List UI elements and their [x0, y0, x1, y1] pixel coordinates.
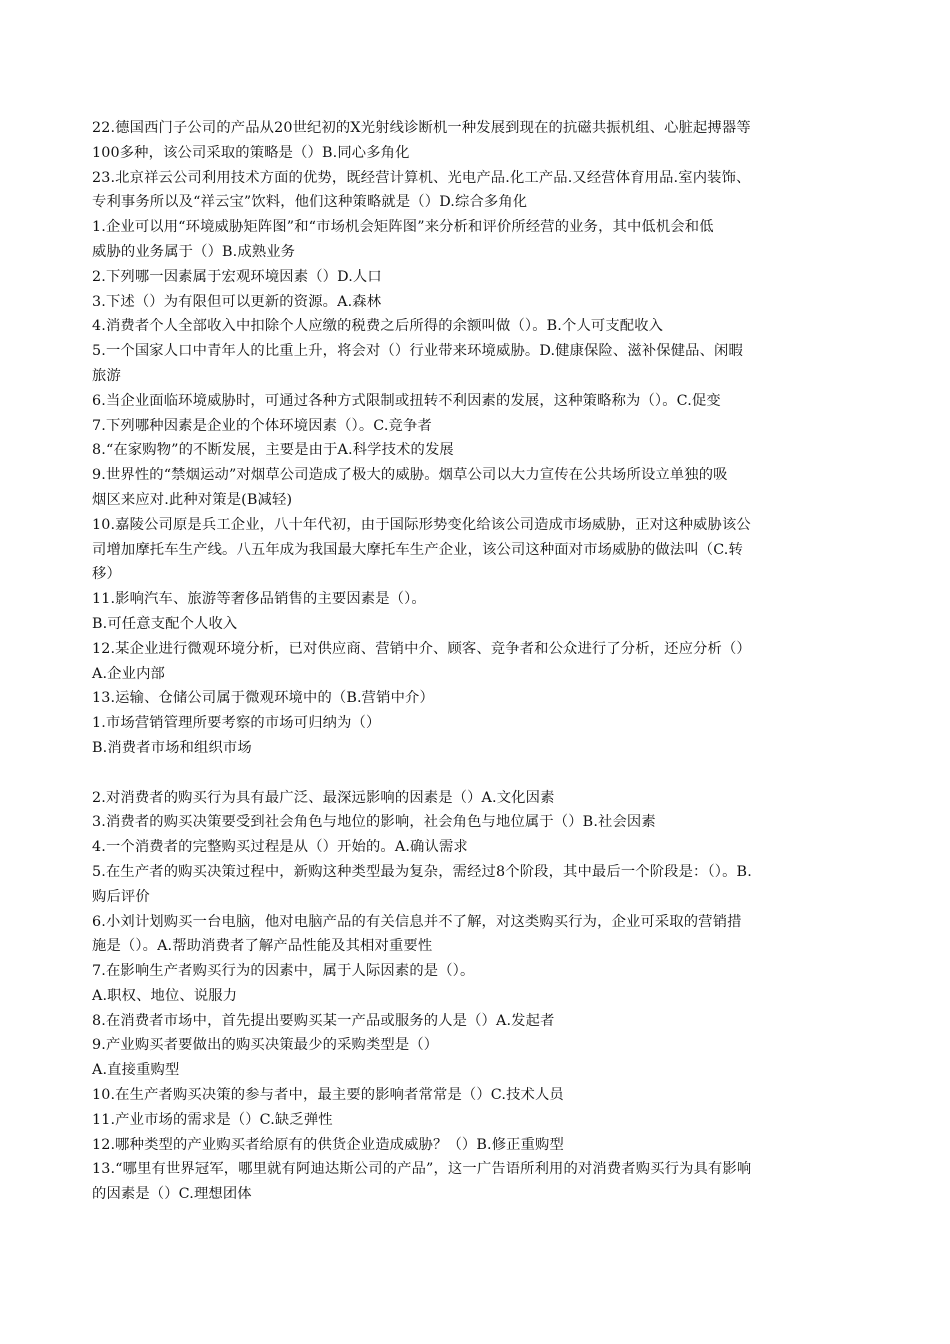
text-line: 4.一个消费者的完整购买过程是从（）开始的。A.确认需求	[92, 839, 468, 856]
text-line: A.职权、地位、说服力	[92, 987, 238, 1004]
text-line: 专利事务所以及“祥云宝”饮料，他们这种策略就是（）D.综合多角化	[92, 194, 528, 211]
text-line: 3.下述（）为有限但可以更新的资源。A.森林	[92, 293, 382, 310]
text-line: 的因素是（）C.理想团体	[92, 1186, 252, 1203]
text-line: 2.对消费者的购买行为具有最广泛、最深远影响的因素是（）A.文化因素	[92, 789, 555, 806]
text-line: 购后评价	[92, 888, 150, 905]
text-line: 2.下列哪一因素属于宏观环境因素（）D.人口	[92, 268, 382, 285]
text-line: 12.哪种类型的产业购买者给原有的供货企业造成威胁？（）B.修正重购型	[92, 1136, 564, 1153]
document-page	[92, 116, 860, 1207]
text-line: A.企业内部	[92, 665, 165, 682]
text-line: 烟区来应对.此种对策是(B减轻)	[92, 491, 293, 508]
text-line: 22.德国西门子公司的产品从20世纪初的X光射线诊断机一种发展到现在的抗磁共振机组、心脏起搏器等	[92, 120, 751, 136]
text-line: B.消费者市场和组织市场	[92, 739, 252, 756]
text-line: 13.“哪里有世界冠军，哪里就有阿迪达斯公司的产品”，这一广告语所利用的对消费者购买行为具有影响	[92, 1161, 752, 1178]
text-line: 9.产业购买者要做出的购买决策最少的采购类型是（）	[92, 1037, 439, 1054]
text-line: 100多种，该公司采取的策略是（）B.同心多角化	[92, 144, 410, 161]
text-line: 13.运输、仓储公司属于微观环境中的（B.营销中介）	[92, 690, 434, 707]
text-line: 7.下列哪种因素是企业的个体环境因素（）。C.竞争者	[92, 417, 432, 434]
text-line: 12.某企业进行微观环境分析，已对供应商、营销中介、顾客、竞争者和公众进行了分析，还应分析（）	[92, 640, 751, 657]
text-line: 司增加摩托车生产线。八五年成为我国最大摩托车生产企业，该公司这种面对市场威胁的做法叫（C.转	[92, 541, 743, 558]
text-line: 8.“在家购物”的不断发展，主要是由于A.科学技术的发展	[92, 442, 454, 459]
text-line: 10.在生产者购买决策的参与者中，最主要的影响者常常是（）C.技术人员	[92, 1087, 564, 1104]
text-line: 5.在生产者的购买决策过程中，新购这种类型最为复杂，需经过8个阶段，其中最后一个阶段是：（）。B.	[92, 863, 752, 880]
text-line: 1.市场营销管理所要考察的市场可归纳为（）	[92, 715, 381, 732]
text-line: 4.消费者个人全部收入中扣除个人应缴的税费之后所得的余额叫做（）。B.个人可支配收入	[92, 318, 664, 335]
text-line: 11.产业市场的需求是（）C.缺乏弹性	[92, 1111, 333, 1128]
text-line: A.直接重购型	[92, 1062, 180, 1079]
text-line: B.可任意支配个人收入	[92, 615, 238, 632]
text-line: 23.北京祥云公司利用技术方面的优势，既经营计算机、光电产品.化工产品.又经营体育用品.室内装饰、	[92, 169, 751, 186]
text-line: 8.在消费者市场中，首先提出要购买某一产品或服务的人是（）A.发起者	[92, 1012, 555, 1029]
text-line: 旅游	[92, 367, 121, 384]
text-line: 10.嘉陵公司原是兵工企业，八十年代初，由于国际形势变化给该公司造成市场威胁，正对这种威胁该公	[92, 516, 751, 533]
text-line: 施是（）。A.帮助消费者了解产品性能及其相对重要性	[92, 938, 433, 955]
text-line: 移）	[92, 566, 121, 583]
text-line: 7.在影响生产者购买行为的因素中，属于人际因素的是（）。	[92, 963, 475, 980]
text-line: 6.小刘计划购买一台电脑，他对电脑产品的有关信息并不了解，对这类购买行为，企业可采取的营销措	[92, 913, 742, 930]
text-line: 11.影响汽车、旅游等奢侈品销售的主要因素是（）。	[92, 591, 426, 608]
text-line: 5.一个国家人口中青年人的比重上升，将会对（）行业带来环境威胁。D.健康保险、滋补保健品、闲暇	[92, 343, 743, 360]
text-line: 1.企业可以用“环境威胁矩阵图”和“市场机会矩阵图”来分析和评价所经营的业务，其中低机会和低	[92, 219, 714, 236]
blank-line	[92, 761, 860, 786]
text-line: 6.当企业面临环境威胁时，可通过各种方式限制或扭转不利因素的发展，这种策略称为（）。C.促变	[92, 392, 721, 409]
text-line: 9.世界性的“禁烟运动”对烟草公司造成了极大的威胁。烟草公司以大力宣传在公共场所设立单独的吸	[92, 467, 728, 484]
text-line: 威胁的业务属于（）B.成熟业务	[92, 243, 296, 260]
text-line: 3.消费者的购买决策要受到社会角色与地位的影响，社会角色与地位属于（）B.社会因素	[92, 814, 656, 831]
